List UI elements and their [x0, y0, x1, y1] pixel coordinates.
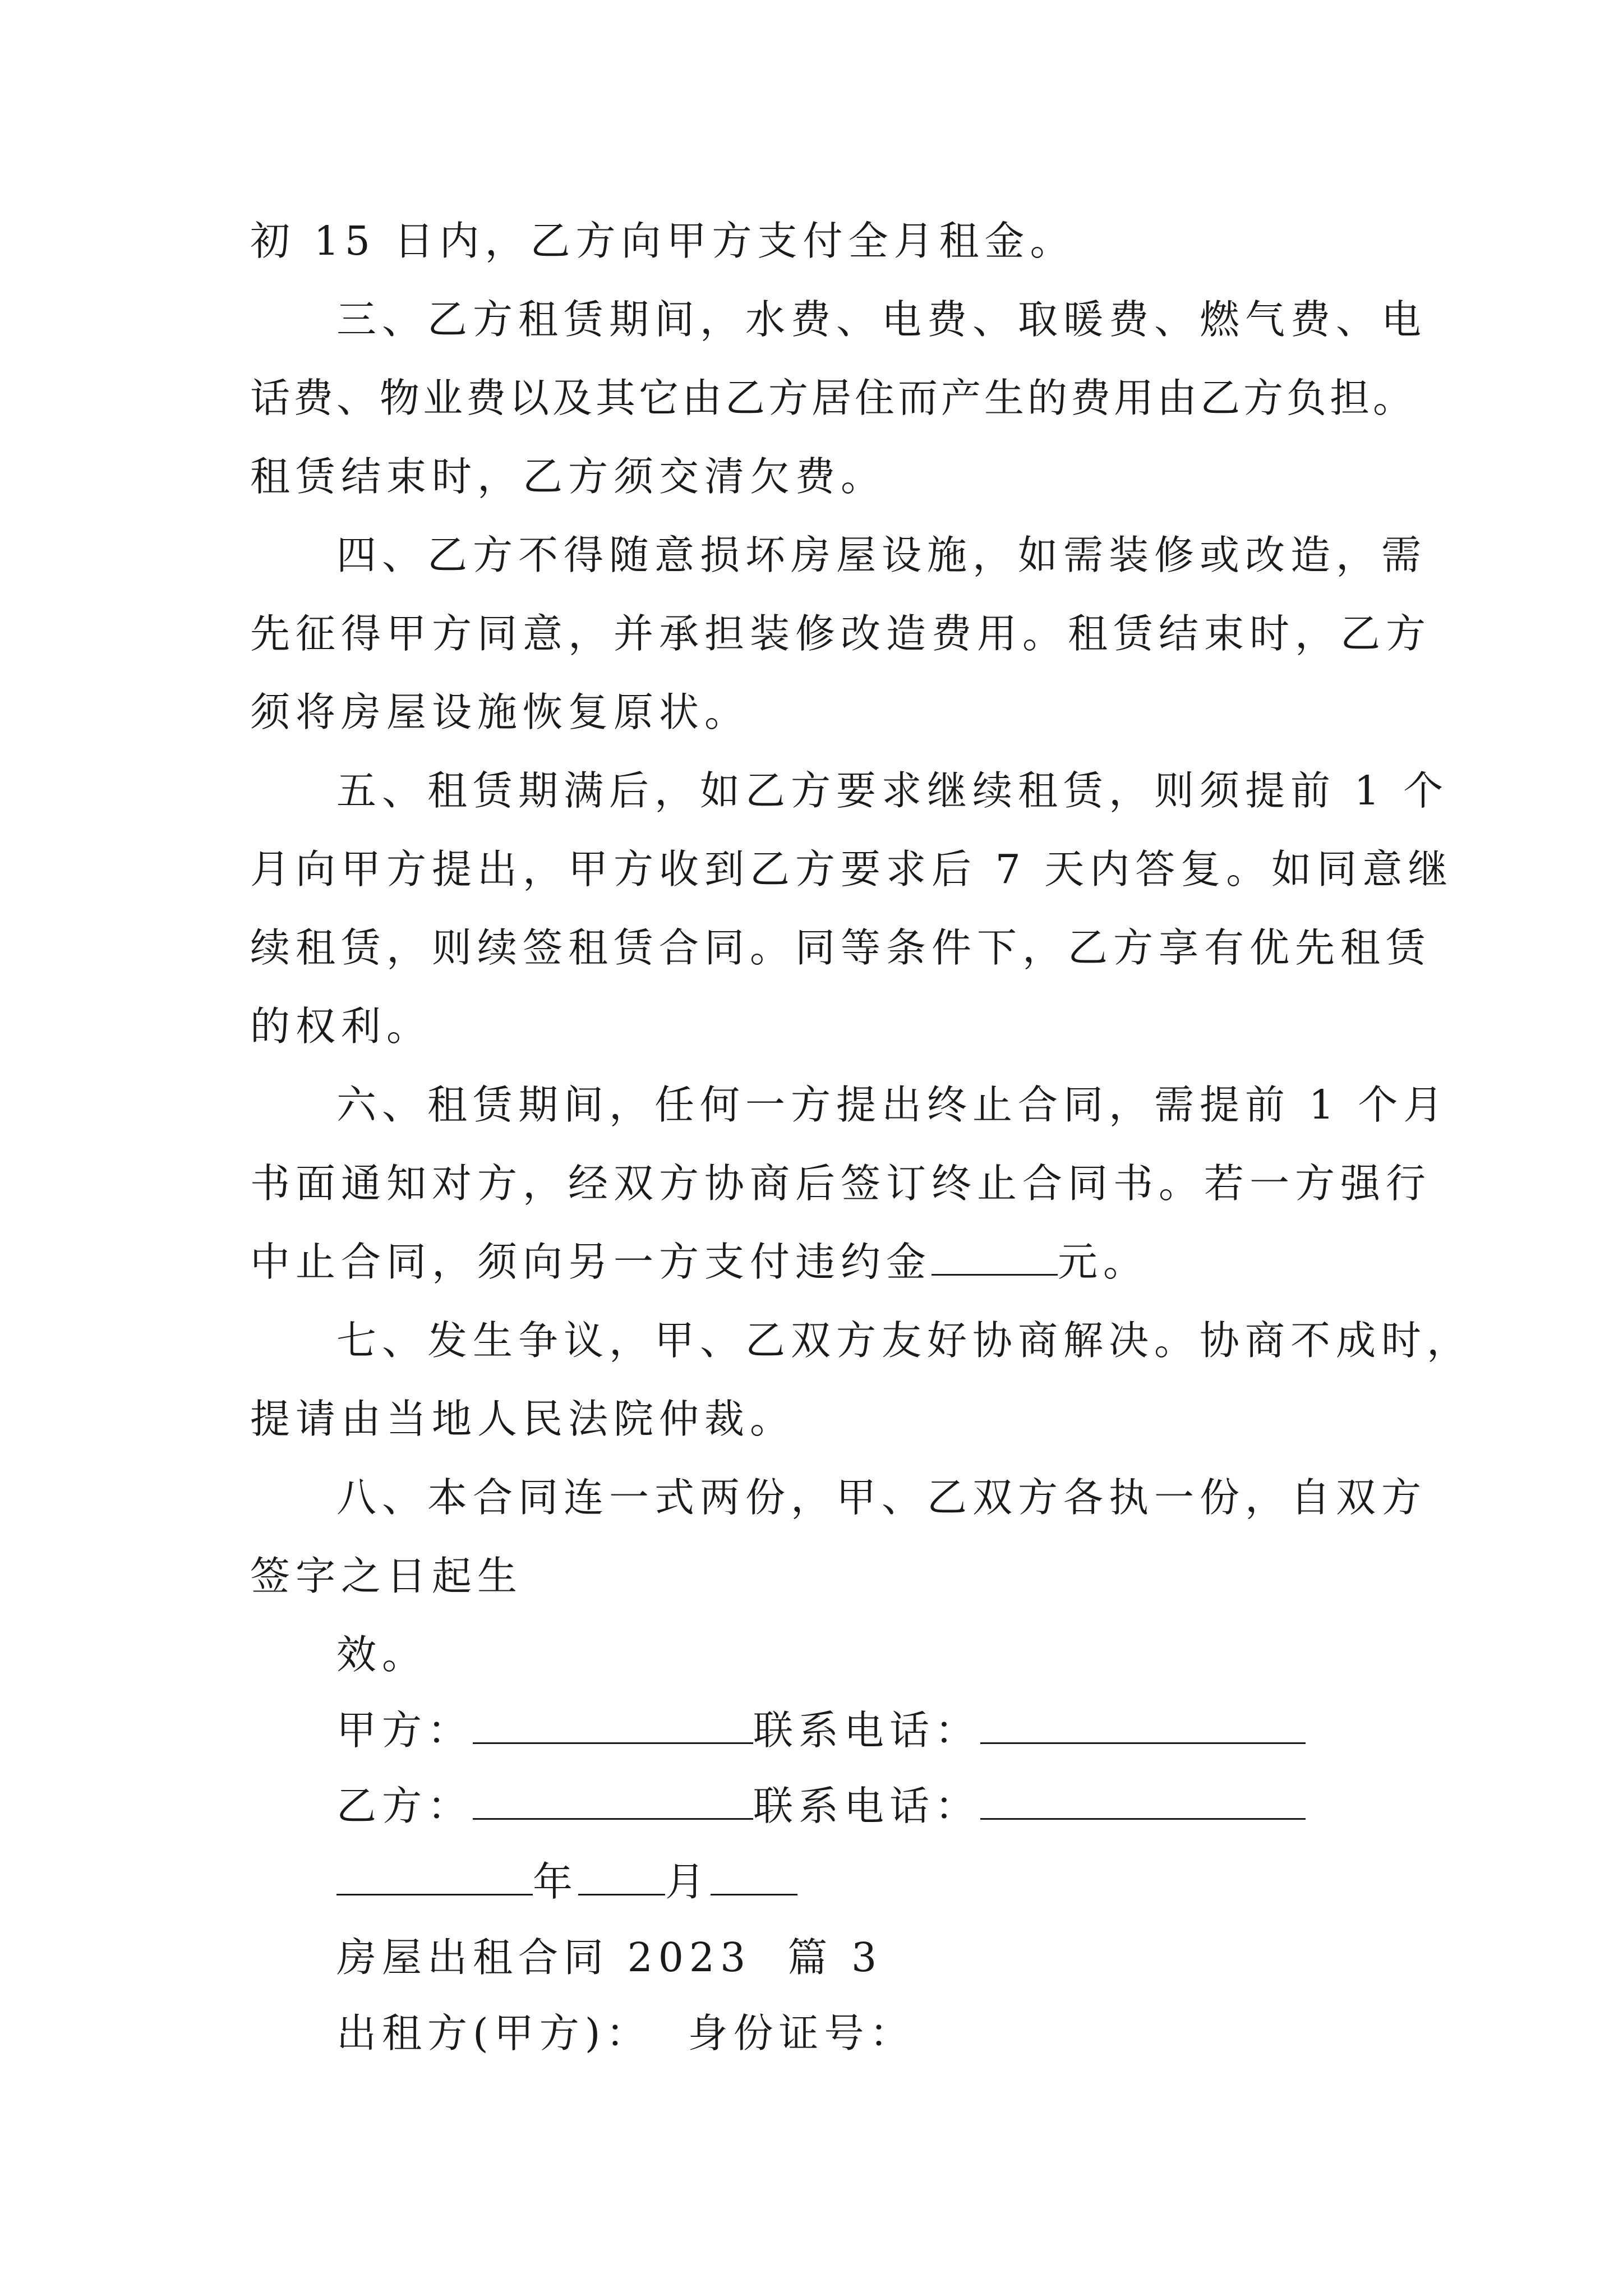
- text-line: 六、租赁期间，任何一方提出终止合同，需提前 1 个月: [336, 1082, 1449, 1128]
- date-day-blank: [711, 1859, 797, 1895]
- party-a-phone-label: 联系电话：: [753, 1707, 981, 1754]
- text-line: 提请由当地人民法院仲裁。: [250, 1396, 796, 1442]
- party-b-blank: [473, 1783, 753, 1820]
- lessor-line: 出租方(甲方)： 身份证号：: [336, 2010, 915, 2056]
- text-line: 须将房屋设施恢复原状。: [250, 689, 750, 735]
- text-line: 租赁结束时，乙方须交清欠费。: [250, 453, 887, 500]
- penalty-text: 中止合同，须向另一方支付违约金: [250, 1239, 932, 1285]
- text-line: 话费、物业费以及其它由乙方居住而产生的费用由乙方负担。: [250, 375, 1417, 421]
- text-line: 五、租赁期满后，如乙方要求继续租赁，则须提前 1 个: [336, 767, 1449, 814]
- party-b-label: 乙方：: [336, 1783, 473, 1829]
- text-line: 书面通知对方，经双方协商后签订终止合同书。若一方强行: [250, 1160, 1432, 1207]
- text-line: 四、乙方不得随意损坏房屋设施，如需装修或改造，需: [336, 532, 1427, 578]
- text-line: 的权利。: [250, 1003, 432, 1050]
- penalty-line: [250, 1237, 1149, 1287]
- text-line: 八、本合同连一式两份，甲、乙双方各执一份，自双方: [336, 1474, 1427, 1521]
- text-line: 三、乙方租赁期间，水费、电费、取暖费、燃气费、电: [336, 296, 1427, 343]
- date-month-blank: [578, 1859, 665, 1895]
- section-title: 房屋出租合同 2023 篇 3: [336, 1934, 883, 1981]
- party-a-label: 甲方：: [336, 1707, 473, 1754]
- text-line: 七、发生争议，甲、乙双方友好协商解决。协商不成时，: [336, 1317, 1473, 1364]
- party-a-phone-blank: [980, 1708, 1306, 1744]
- date-month-label: 月: [665, 1858, 711, 1905]
- party-b-phone-label: 联系电话：: [753, 1783, 981, 1829]
- penalty-amount-blank: [932, 1239, 1058, 1276]
- text-line: 效。: [336, 1631, 428, 1678]
- party-b-line: [336, 1781, 1306, 1832]
- text-line: 初 15 日内，乙方向甲方支付全月租金。: [250, 218, 1076, 264]
- date-year-blank: [336, 1859, 533, 1895]
- penalty-unit: 元。: [1058, 1239, 1149, 1285]
- text-line: 续租赁，则续签租赁合同。同等条件下，乙方享有优先租赁: [250, 924, 1432, 971]
- text-line: 月向甲方提出，甲方收到乙方要求后 7 天内答复。如同意继: [250, 846, 1454, 892]
- date-line: [336, 1857, 797, 1907]
- party-a-blank: [473, 1708, 753, 1744]
- date-year-label: 年: [533, 1858, 579, 1905]
- text-line: 签字之日起生: [250, 1553, 523, 1599]
- text-line: 先征得甲方同意，并承担装修改造费用。租赁结束时，乙方: [250, 610, 1432, 657]
- party-b-phone-blank: [980, 1783, 1306, 1820]
- party-a-line: [336, 1705, 1306, 1756]
